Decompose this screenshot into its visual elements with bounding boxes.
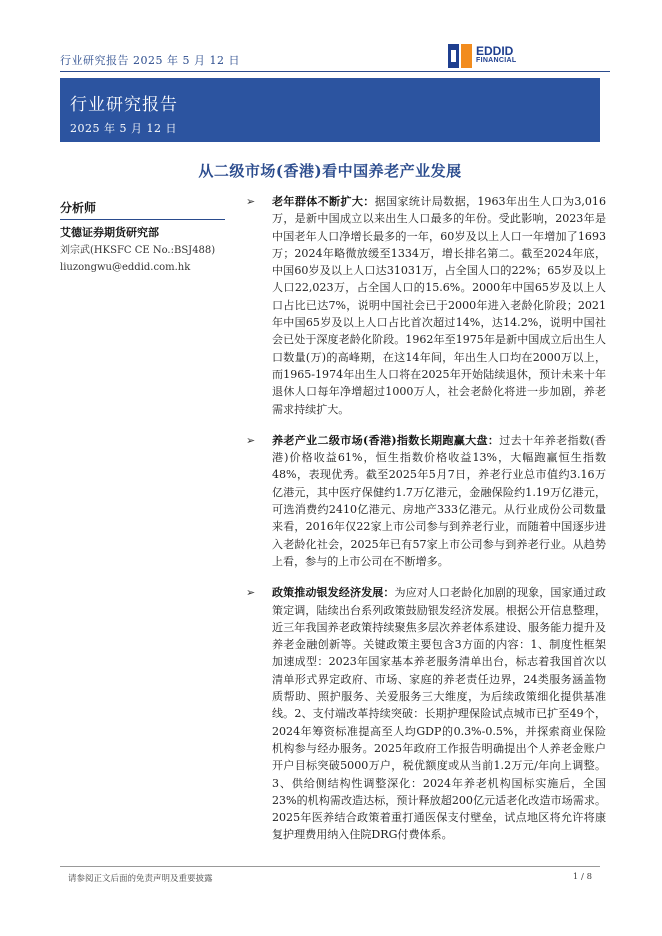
key-point-text: 据国家统计局数据，1963年出生人口为3,016万，是新中国成立以来出生人口最多的年份。受此影响，2023年是中国老年人口净增长最多的一年，60岁及以上人口一年增加了1693万；2024年略微放缓至1334万，增长排名第二。截至2024年底，中国60岁及以上人口达31031万，占全国人口的22%；65岁及以上人口22,023万，占全国人口的15.6%。2000年中国65岁及以上人口占比已达7%，说明中国社会已于2000年进入老龄化阶段；2021年中国65岁及以上人口占比首次超过14%，达14.2%，说明中国社会已处于深度老龄化阶段。1962年至1975年是新中国成立后出生人口数量(万)的高峰期，在这14年间，年出生人口均在2000万以上，而1965-1974年出生人口将在2025年开始陆续退休，预计未来十年退休人口每年净增超过1000万人，社会老龄化将进一步加剧，养老需求持续扩大。 (272, 195, 606, 416)
report-banner (60, 78, 600, 142)
logo-brand-text: EDDID (476, 44, 514, 58)
logo-sub-text: FINANCIAL (476, 57, 517, 64)
key-point-index-outperform (246, 432, 606, 570)
key-point-lead: 政策推动银发经济发展： (272, 586, 395, 600)
key-point-lead: 老年群体不断扩大： (272, 195, 375, 208)
footer-disclaimer: 请参阅正文后面的免责声明及重要披露 (68, 874, 213, 884)
analyst-email: liuzongwu@eddid.com.hk (60, 262, 191, 273)
running-header-text: 行业研究报告 2025 年 5 月 12 日 (60, 54, 240, 67)
key-point-text: 为应对人口老龄化加剧的现象，国家通过政策定调，陆续出台系列政策鼓励银发经济发展。根据公开信息整理，近三年我国养老政策持续聚焦多层次养老体系建设、服务能力提升及养老金融创新等。关键政策主要包含3方面的内容：1、制度性框架加速成型：2023年国家基本养老服务清单出台，标志着我国首次以清单形式界定政府、市场、家庭的养老责任边界，24类服务涵盖物质帮助、照护服务、关爱服务三大维度，为后续政策细化提供基准线。2、支付端改革持续突破：长期护理保险试点城市已扩至49个，2024年筹资标准提高至人均GDP的0.3%-0.5%，并探索商业保险机构参与经办服务。2025年政府工作报告明确提出个人养老金账户开户目标突破5000万户，税优额度或从当前1.2万元/年向上调整。3、供给侧结构性调整深化：2024年养老机构国标实施后，全国23%的机构需改造达标，预计释放超200亿元适老化改造市场需求。2025年医养结合政策着重打通医保支付壁垒，试点地区将允许将康复护理费用纳入住院DRG付费体系。 (272, 586, 606, 842)
key-point-paragraph (272, 432, 606, 570)
key-points (246, 193, 606, 858)
key-point-policy (246, 584, 606, 843)
page-footer (60, 866, 600, 886)
key-point-paragraph (272, 193, 606, 418)
running-header-rule (60, 71, 610, 72)
key-point-lead: 养老产业二级市场(香港)指数长期跑赢大盘： (272, 433, 500, 447)
bullet-arrow-icon: ➢ (246, 195, 256, 208)
footer-rule (60, 866, 600, 867)
eddid-logo-mark-icon (448, 44, 472, 68)
banner-date: 2025 年 5 月 12 日 (70, 122, 177, 135)
key-point-paragraph (272, 584, 606, 843)
bullet-arrow-icon: ➢ (246, 433, 256, 447)
banner-title: 行业研究报告 (70, 95, 178, 115)
analyst-divider (60, 219, 225, 220)
analyst-name: 刘宗武(HKSFC CE No.:BSJ488) (60, 245, 216, 256)
eddid-logo (448, 44, 558, 70)
analyst-heading: 分析师 (60, 201, 97, 215)
key-point-aging-population (246, 193, 606, 418)
report-title: 从二级市场(香港)看中国养老产业发展 (198, 162, 462, 180)
bullet-arrow-icon: ➢ (246, 586, 256, 600)
analyst-org: 艾德证券期货研究部 (60, 227, 159, 239)
key-point-text: 过去十年养老指数(香港)价格收益61%，恒生指数价格收益13%，大幅跑赢恒生指数48%，表现优秀。截至2025年5月7日，养老行业总市值约3.16万亿港元，其中医疗保健约1.7万亿港元，金融保险约1.19万亿港元，可选消费约2410亿港元、房地产333亿港元。从行业成份公司数量来看，2016年仅22家上市公司参与到养老行业，而随着中国逐步进入老龄化社会，2025年已有57家上市公司参与到养老行业。从趋势上看，参与的上市公司在不断增多。 (272, 433, 606, 568)
analyst-sidebar (60, 200, 230, 276)
page-number: 1 / 8 (572, 872, 592, 882)
